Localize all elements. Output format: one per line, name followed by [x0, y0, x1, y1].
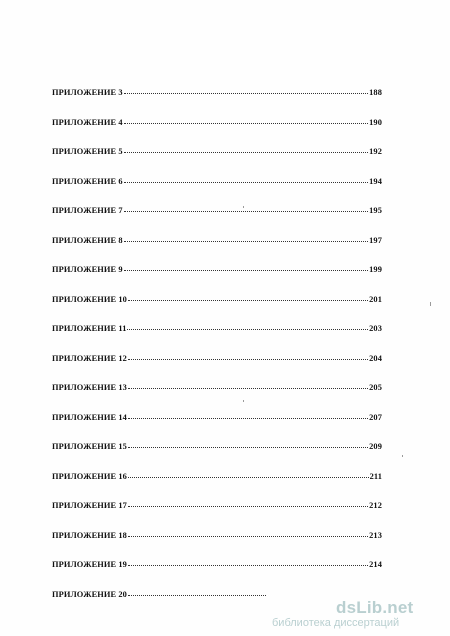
toc-dot-leader	[124, 270, 368, 271]
toc-dot-leader	[124, 152, 368, 153]
toc-entry	[52, 206, 382, 236]
toc-entry-page: 194	[369, 176, 382, 186]
toc-dot-leader	[128, 388, 368, 389]
toc-dot-leader	[127, 329, 368, 330]
toc-entry	[52, 560, 382, 590]
toc-dot-leader	[128, 447, 368, 448]
toc-entry	[52, 147, 382, 177]
toc-entry-label: ПРИЛОЖЕНИЕ 4	[52, 117, 123, 127]
watermark-logo: dsLib.net	[336, 598, 414, 617]
toc-entry-label: ПРИЛОЖЕНИЕ 15	[52, 442, 127, 451]
toc-entry-label: ПРИЛОЖЕНИЕ 5	[52, 147, 123, 156]
toc-entry	[52, 442, 382, 472]
toc-entry-page: 199	[369, 265, 382, 274]
toc-dot-leader	[128, 536, 368, 537]
toc-entry-label: ПРИЛОЖЕНИЕ 17	[52, 501, 127, 510]
toc-dot-leader	[124, 241, 368, 242]
toc-dot-leader	[128, 477, 369, 478]
toc-dot-leader	[128, 506, 368, 507]
scan-speck	[430, 302, 431, 306]
toc-entry-page: 192	[369, 147, 382, 156]
toc-entry-label: ПРИЛОЖЕНИЕ 16	[52, 471, 127, 481]
toc-entry-page: 195	[369, 206, 382, 215]
toc-entry-label: ПРИЛОЖЕНИЕ 12	[52, 353, 127, 363]
toc-entry-page: 203	[369, 324, 382, 333]
toc-entry-label: ПРИЛОЖЕНИЕ 19	[52, 560, 127, 569]
toc-dot-leader	[124, 211, 368, 212]
toc-entry-label: ПРИЛОЖЕНИЕ 3	[52, 88, 123, 97]
toc-entry-page: 197	[369, 235, 382, 245]
toc-entry-page: 212	[369, 501, 382, 510]
toc-entry-page: 207	[369, 412, 382, 422]
toc-entry-label: ПРИЛОЖЕНИЕ 10	[52, 294, 127, 304]
scan-speck	[243, 400, 244, 402]
toc-entry-label: ПРИЛОЖЕНИЕ 18	[52, 530, 127, 540]
toc-entry-label: ПРИЛОЖЕНИЕ 9	[52, 265, 123, 274]
toc-entry-label: ПРИЛОЖЕНИЕ 6	[52, 176, 123, 186]
watermark-subtitle: библиотека диссертаций	[272, 617, 400, 629]
toc-entry	[52, 531, 382, 561]
scan-speck	[243, 206, 244, 208]
toc-entry	[52, 177, 382, 207]
toc-entry	[52, 383, 382, 413]
toc-entry-page: 214	[369, 560, 382, 569]
toc-entry-label: ПРИЛОЖЕНИЕ 8	[52, 235, 123, 245]
toc-entry	[52, 324, 382, 354]
toc-dot-leader	[128, 418, 368, 419]
toc-entry-label: ПРИЛОЖЕНИЕ 11	[52, 324, 127, 333]
toc-entry	[52, 472, 382, 502]
toc-entry	[52, 354, 382, 384]
toc-entry	[52, 118, 382, 148]
toc-entry	[52, 413, 382, 443]
toc-entry-page: 211	[369, 471, 382, 481]
toc-entry-page: 190	[369, 117, 382, 127]
toc-entry	[52, 265, 382, 295]
toc-entry-page: 213	[369, 530, 382, 540]
toc-entry-page: 201	[369, 294, 382, 304]
toc-entry-page: 205	[369, 383, 382, 392]
toc-entry-page: 188	[369, 88, 382, 97]
toc-entry	[52, 236, 382, 266]
toc-entry	[52, 295, 382, 325]
table-of-contents	[52, 88, 382, 619]
toc-dot-leader	[124, 93, 368, 94]
toc-entry-label: ПРИЛОЖЕНИЕ 20	[52, 589, 127, 599]
toc-entry-label: ПРИЛОЖЕНИЕ 14	[52, 412, 127, 422]
scan-speck	[402, 455, 403, 457]
toc-entry-label: ПРИЛОЖЕНИЕ 13	[52, 383, 127, 392]
toc-entry	[52, 501, 382, 531]
toc-entry-page: 204	[369, 353, 382, 363]
toc-entry-label: ПРИЛОЖЕНИЕ 7	[52, 206, 123, 215]
toc-dot-leader	[124, 123, 368, 124]
toc-dot-leader	[128, 300, 368, 301]
toc-dot-leader	[128, 565, 368, 566]
toc-entry-page: 209	[369, 442, 382, 451]
toc-dot-leader	[128, 359, 368, 360]
toc-entry	[52, 88, 382, 118]
toc-dot-leader	[124, 182, 368, 183]
watermark	[272, 599, 442, 630]
toc-dot-leader	[128, 595, 266, 596]
